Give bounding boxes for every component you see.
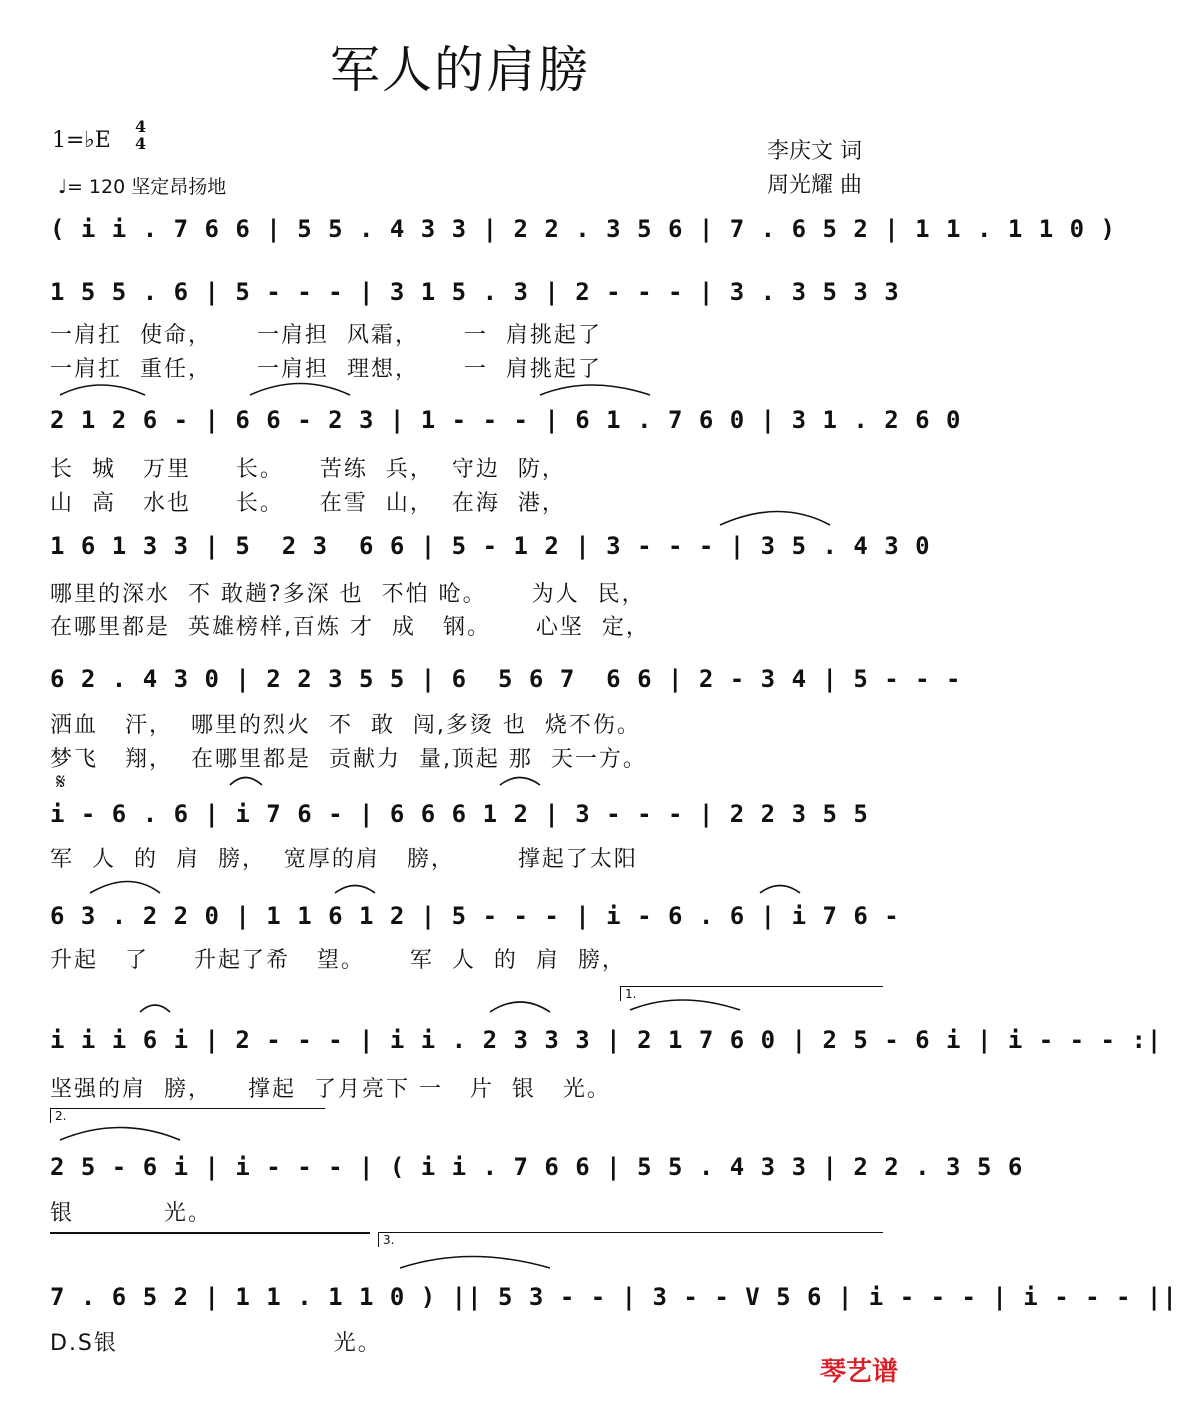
tempo-marking: ♩= 120 坚定昂扬地 bbox=[58, 176, 227, 198]
lyrics-verse-2: 山 高 水也 长。 在雪 山， 在海 港， bbox=[50, 491, 566, 516]
lyrics-verse-1: 一肩扛 使命， 一肩担 风霜， 一 肩挑起了 bbox=[50, 323, 602, 348]
lyrics-verse-2: 在哪里都是 英雄榜样,百炼 才 成 钢。 心坚 定， bbox=[50, 615, 650, 640]
lyrics-verse-1: 军 人 的 肩 膀， 宽厚的肩 膀， 撑起了太阳 bbox=[50, 847, 638, 872]
notes-line: 7 . 6 5 2 | 1 1 . 1 1 0 ) || 5 3 - - | 3 - - V 5 6 | i - - - | i - - - || bbox=[50, 1283, 1178, 1311]
notes-line: 1 6 1 3 3 | 5 2 3 6 6 | 5 - 1 2 | 3 - - - | 3 5 . 4 3 0 bbox=[50, 532, 931, 560]
lyrics-verse-1: 哪里的深水 不 敢趟?多深 也 不怕 呛。 为人 民， bbox=[50, 582, 646, 607]
song-title: 军人的肩膀 bbox=[330, 41, 590, 99]
notes-line: i i i 6 i | 2 - - - | i i . 2 3 3 3 | 2 1 7 6 0 | 2 5 - 6 i | i - - - :| bbox=[50, 1026, 1163, 1054]
volta-1: 1. bbox=[620, 986, 883, 1001]
notes-line: 6 2 . 4 3 0 | 2 2 3 5 5 | 6 5 6 7 6 6 | 2 - 3 4 | 5 - - - bbox=[50, 665, 962, 693]
time-bottom: 4 bbox=[135, 134, 147, 153]
notes-line: 2 1 2 6 - | 6 6 - 2 3 | 1 - - - | 6 1 . 7 6 0 | 3 1 . 2 6 0 bbox=[50, 406, 962, 434]
composer-credit: 周光耀 曲 bbox=[767, 173, 862, 198]
lyricist-credit: 李庆文 词 bbox=[767, 139, 862, 164]
time-top: 4 bbox=[135, 117, 147, 136]
notes-line: 6 3 . 2 2 0 | 1 1 6 1 2 | 5 - - - | i - 6 . 6 | i 7 6 - bbox=[50, 902, 900, 930]
notes-line: ( i i . 7 6 6 | 5 5 . 4 3 3 | 2 2 . 3 5 6 | 7 . 6 5 2 | 1 1 . 1 1 0 ) bbox=[50, 215, 1116, 243]
notes-line: i - 6 . 6 | i 7 6 - | 6 6 6 1 2 | 3 - - - | 2 2 3 5 5 bbox=[50, 800, 869, 828]
lyrics-verse-1: D.S银 光。 bbox=[50, 1331, 382, 1356]
key-signature: 1=♭E bbox=[52, 128, 111, 153]
lyrics-verse-2: 梦飞 翔， 在哪里都是 贡献力 量,顶起 那 天一方。 bbox=[50, 747, 647, 772]
lyrics-verse-1: 坚强的肩 膀， 撑起 了月亮下 一 片 银 光。 bbox=[50, 1077, 611, 1102]
lyrics-verse-1: 洒血 汗， 哪里的烈火 不 敢 闯,多烫 也 烧不伤。 bbox=[50, 713, 641, 738]
volta-3: 3. bbox=[378, 1232, 883, 1247]
lyrics-verse-1: 升起 了 升起了希 望。 军 人 的 肩 膀， bbox=[50, 948, 626, 973]
notes-line: 2 5 - 6 i | i - - - | ( i i . 7 6 6 | 5 5 . 4 3 3 | 2 2 . 3 5 6 bbox=[50, 1153, 1024, 1181]
volta-2: 2. bbox=[50, 1108, 325, 1123]
lyrics-verse-2: 一肩扛 重任， 一肩担 理想， 一 肩挑起了 bbox=[50, 357, 602, 382]
notes-line: 1 5 5 . 6 | 5 - - - | 3 1 5 . 3 | 2 - - - | 3 . 3 5 3 3 bbox=[50, 278, 900, 306]
watermark-logo: 琴艺谱 bbox=[819, 1357, 898, 1387]
lyrics-verse-1: 银 光。 bbox=[50, 1201, 212, 1226]
lyrics-verse-1: 长 城 万里 长。 苦练 兵， 守边 防， bbox=[50, 457, 566, 482]
segno-sign: 𝄋 bbox=[56, 770, 66, 795]
